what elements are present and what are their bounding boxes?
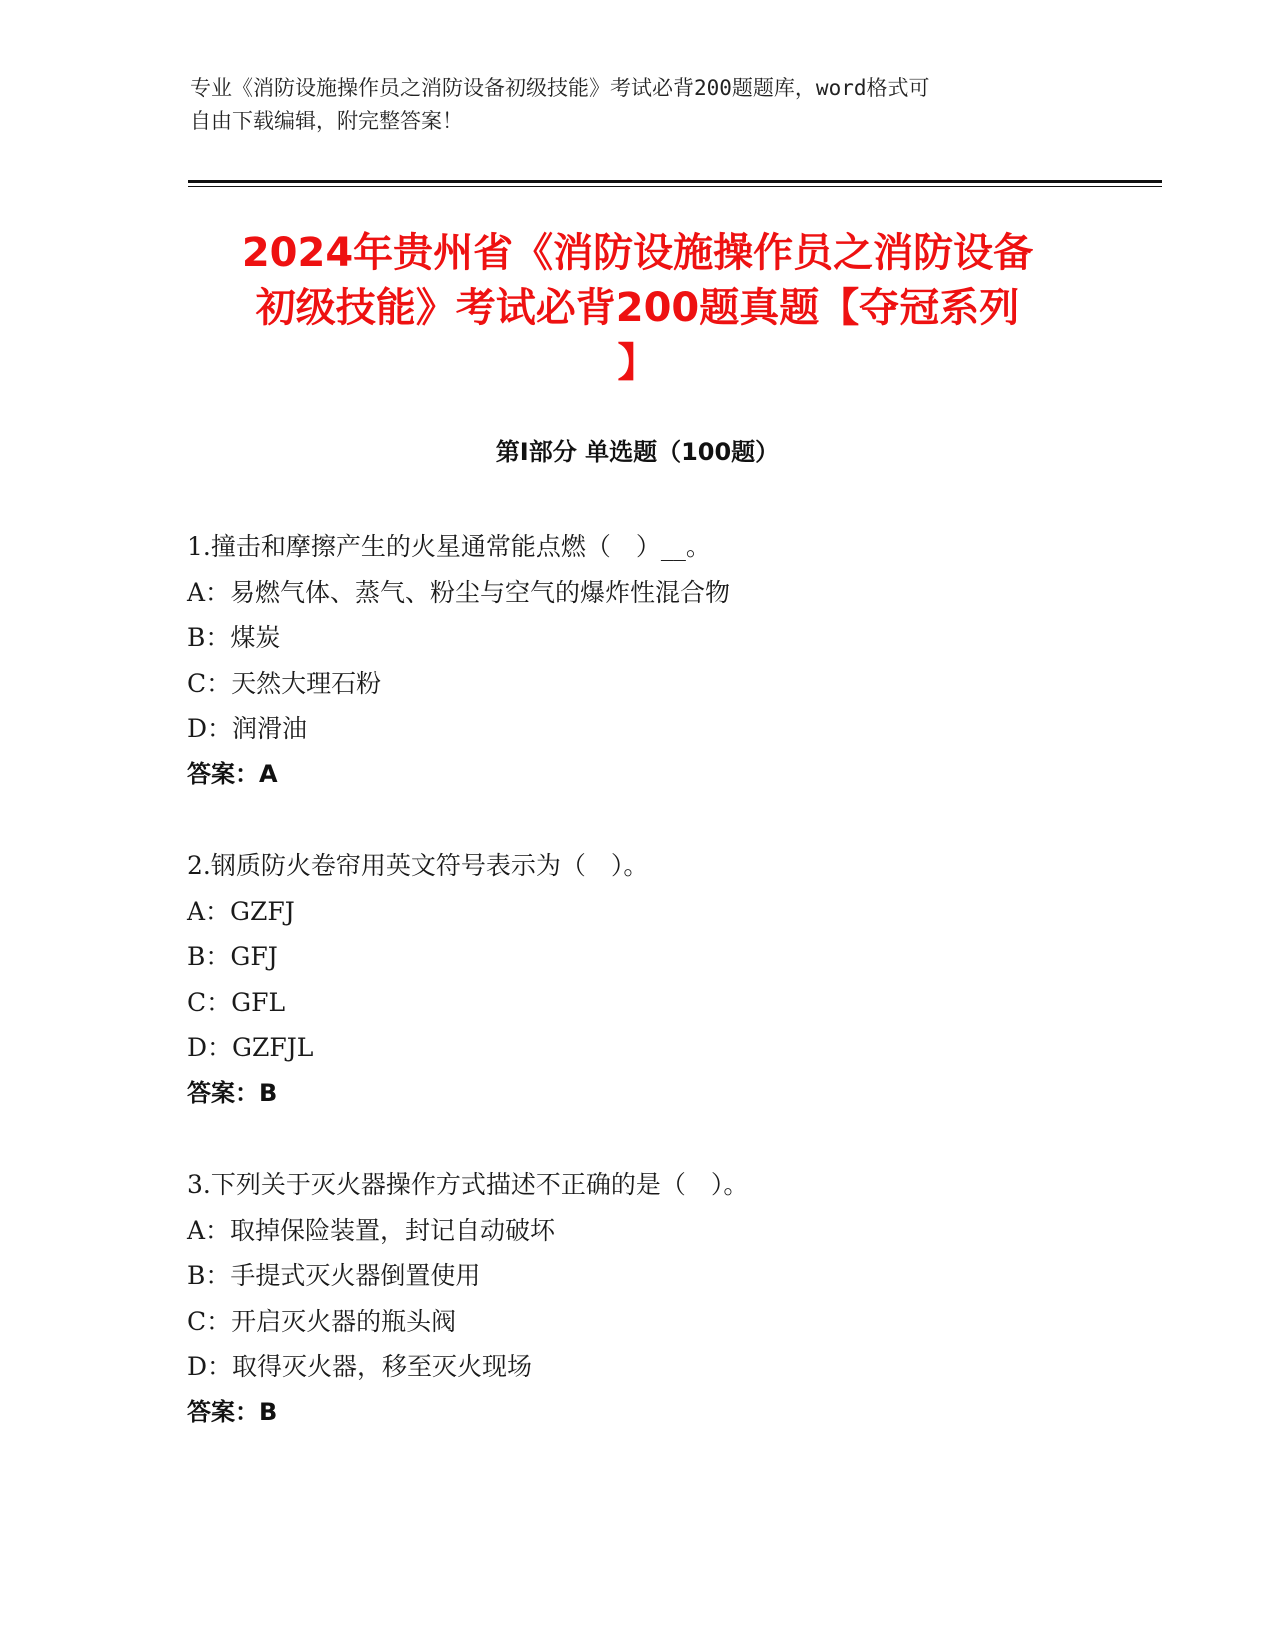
- question-block: [187, 843, 1147, 1116]
- question-stem: 3.下列关于灭火器操作方式描述不正确的是（ ）。: [187, 1170, 749, 1199]
- document-title: [160, 226, 1115, 391]
- section-heading: 第I部分 单选题（100题）: [495, 438, 780, 466]
- header-divider-thick: [188, 180, 1162, 183]
- question-block: [187, 524, 1147, 797]
- option-c: C：天然大理石粉: [187, 668, 382, 698]
- option-a: A：取掉保险装置，封记自动破坏: [187, 1215, 556, 1245]
- option-d: D：取得灭火器，移至灭火现场: [187, 1352, 533, 1381]
- header-divider-thin: [188, 186, 1162, 187]
- title-line-2: 初级技能》考试必背200题真题【夺冠系列: [255, 285, 1020, 331]
- question-block: [187, 1162, 1147, 1435]
- answer-text: 答案：B: [187, 1078, 278, 1107]
- title-line-1: 2024年贵州省《消防设施操作员之消防设备: [241, 230, 1034, 276]
- header-note: [190, 72, 1090, 138]
- option-b: B：GFJ: [187, 942, 278, 971]
- answer-text: 答案：B: [187, 1397, 278, 1426]
- header-note-line-2: 自由下载编辑，附完整答案！: [190, 109, 463, 133]
- option-d: D：润滑油: [187, 714, 308, 743]
- header-note-line-1: 专业《消防设施操作员之消防设备初级技能》考试必背200题题库，word格式可: [190, 76, 930, 100]
- option-b: B：手提式灭火器倒置使用: [187, 1261, 481, 1290]
- option-c: C：GFL: [187, 987, 286, 1017]
- option-a: A：GZFJ: [187, 896, 295, 926]
- option-a: A：易燃气体、蒸气、粉尘与空气的爆炸性混合物: [187, 577, 731, 607]
- option-c: C：开启灭火器的瓶头阀: [187, 1306, 457, 1336]
- question-stem: 1.撞击和摩擦产生的火星通常能点燃（ ）__。: [187, 532, 711, 561]
- option-b: B：煤炭: [187, 623, 281, 652]
- answer-text: 答案：A: [187, 759, 278, 788]
- question-stem: 2.钢质防火卷帘用英文符号表示为（ ）。: [187, 851, 649, 880]
- title-line-3: 】: [617, 340, 658, 386]
- option-d: D：GZFJL: [187, 1033, 314, 1062]
